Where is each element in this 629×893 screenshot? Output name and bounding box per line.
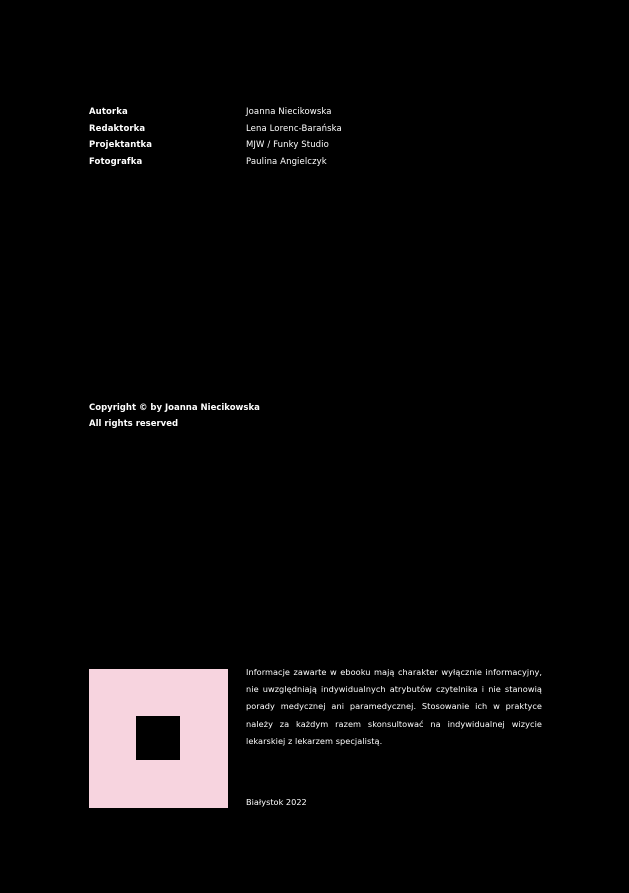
credits-list bbox=[89, 104, 389, 170]
credit-name: Paulina Angielczyk bbox=[246, 156, 327, 167]
credit-row-designer bbox=[89, 137, 389, 154]
credit-role: Redaktorka bbox=[89, 123, 146, 134]
publication-place-date: Białystok 2022 bbox=[246, 797, 307, 807]
credit-role: Autorka bbox=[89, 107, 128, 118]
copyright-line: Copyright © by Joanna Niecikowska bbox=[89, 403, 260, 413]
credit-row-editor bbox=[89, 121, 389, 138]
credit-row-photographer bbox=[89, 154, 389, 171]
logo-mark bbox=[89, 669, 228, 808]
copyright-notice bbox=[89, 400, 260, 432]
credit-role: Fotografka bbox=[89, 156, 143, 167]
credit-name: MJW / Funky Studio bbox=[246, 140, 329, 151]
credit-name: Lena Lorenc-Barańska bbox=[246, 123, 342, 134]
credit-row-author bbox=[89, 104, 389, 121]
credit-role: Projektantka bbox=[89, 140, 153, 151]
medical-disclaimer: Informacje zawarte w ebooku mają charakter wyłącznie informacyjny, nie uwzględniają indywidualnych atrybutów czytelnika i nie stanowią porady medycznej ani paramedycznej. Stosowanie ich w praktyce należy za każdym razem skonsultować na indywidualnej wizycie lekarskiej z lekarzem specjalistą. bbox=[246, 667, 542, 746]
credit-name: Joanna Niecikowska bbox=[246, 107, 332, 118]
rights-reserved-line: All rights reserved bbox=[89, 419, 179, 429]
logo-inner-square bbox=[136, 716, 180, 760]
